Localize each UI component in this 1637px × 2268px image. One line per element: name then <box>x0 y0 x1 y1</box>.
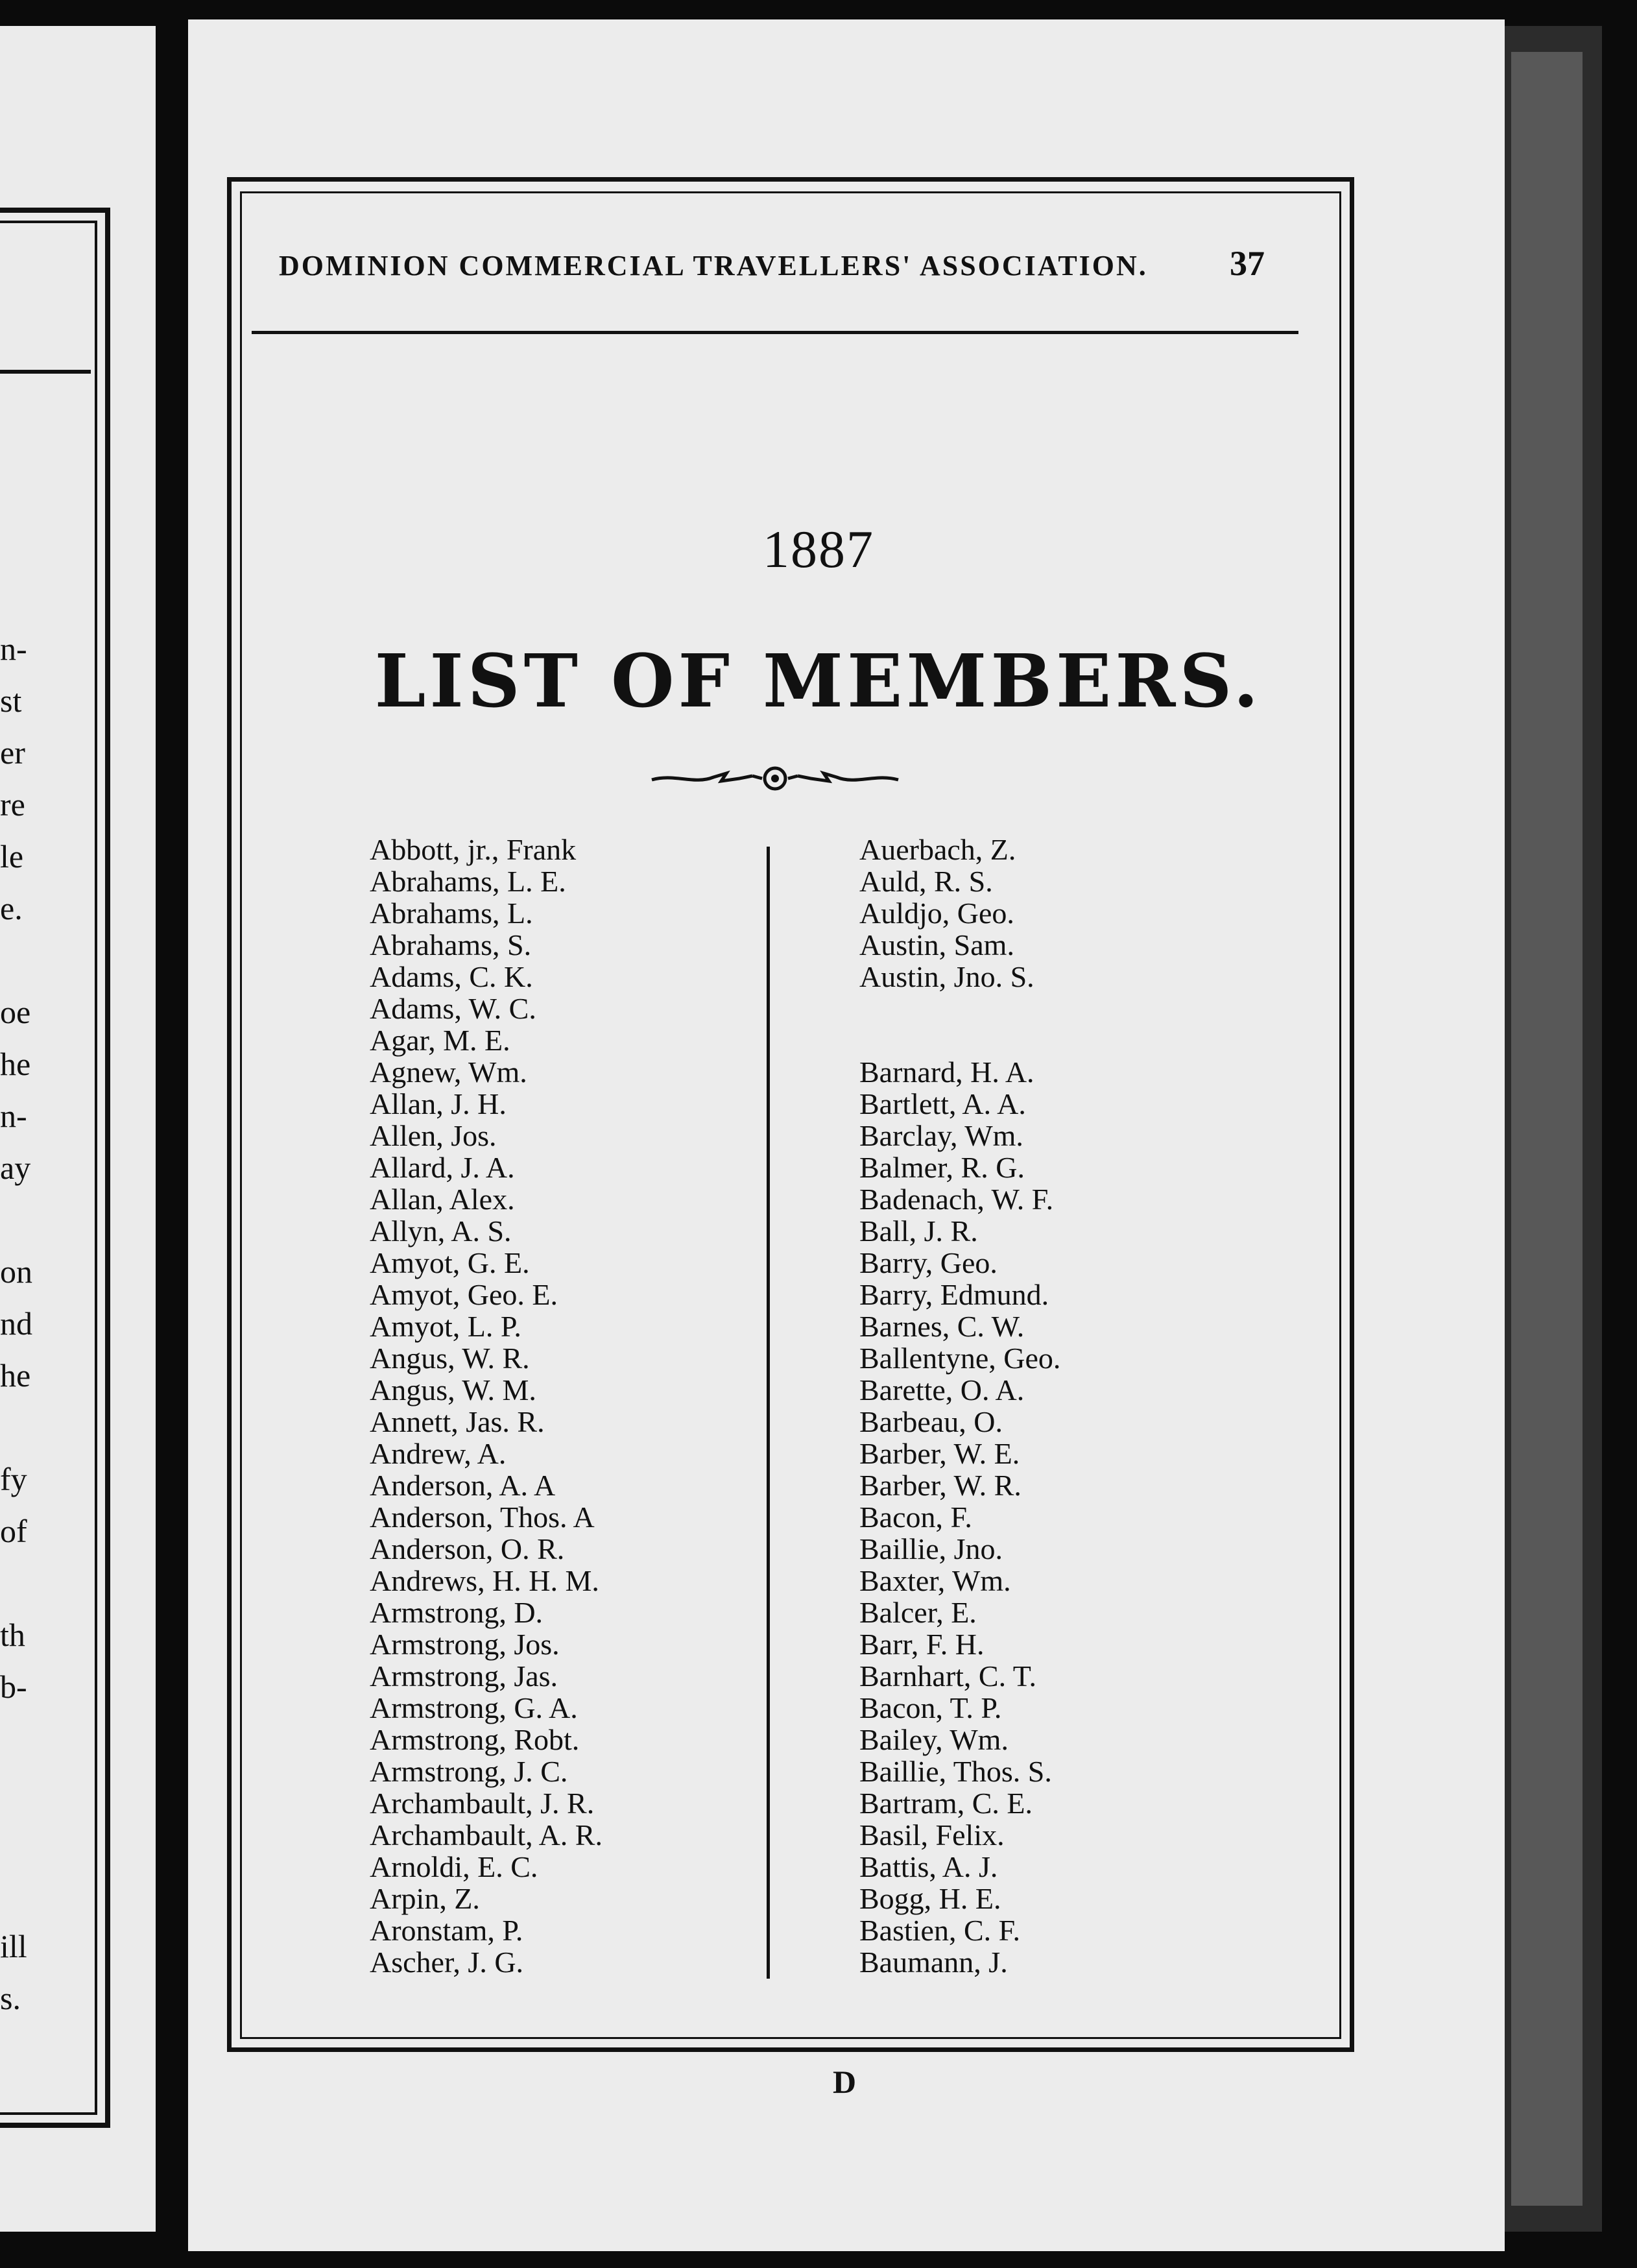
text-fragment: he <box>0 1046 31 1082</box>
member-entry: Barry, Edmund. <box>859 1278 1049 1311</box>
text-fragment: re <box>0 786 25 823</box>
member-entry: Agar, M. E. <box>370 1024 510 1057</box>
member-entry: Anderson, A. A <box>370 1469 556 1502</box>
member-entry: Barber, W. E. <box>859 1437 1020 1470</box>
list-title: LIST OF MEMBERS. <box>374 639 1263 724</box>
member-entry: Barnes, C. W. <box>859 1310 1025 1343</box>
member-entry: Barber, W. R. <box>859 1469 1022 1502</box>
text-fragment: e. <box>0 890 23 926</box>
member-entry: Armstrong, Jos. <box>370 1628 560 1661</box>
member-entry: Ascher, J. G. <box>370 1946 524 1979</box>
member-entry: Bastien, C. F. <box>859 1914 1021 1947</box>
text-fragment <box>0 1765 71 1816</box>
member-entry: Barnard, H. A. <box>859 1056 1034 1089</box>
header-rule <box>252 331 1298 334</box>
text-fragment: ill <box>0 1928 27 1964</box>
member-entry: Barette, O. A. <box>859 1373 1025 1406</box>
member-entry: Allen, Jos. <box>370 1119 497 1152</box>
members-right-column <box>859 834 1261 1978</box>
page-number: 37 <box>1230 244 1265 283</box>
flourish-ornament <box>649 759 902 798</box>
member-entry: Anderson, O. R. <box>370 1532 565 1565</box>
member-entry: Allan, Alex. <box>370 1183 515 1216</box>
member-entry: Armstrong, G. A. <box>370 1691 578 1724</box>
member-entry: Abbott, jr., Frank <box>370 833 577 866</box>
member-entry: Andrews, H. H. M. <box>370 1564 599 1597</box>
text-fragment: nd <box>0 1305 32 1342</box>
member-entry: Baumann, J. <box>859 1946 1008 1979</box>
member-entry: Bartlett, A. A. <box>859 1087 1026 1120</box>
text-fragment: of <box>0 1513 27 1549</box>
member-entry: Adams, W. C. <box>370 992 536 1025</box>
signature-letter: D <box>832 2064 857 2100</box>
members-left-column <box>370 834 733 1978</box>
member-entry: Basil, Felix. <box>859 1818 1005 1852</box>
member-entry: Abrahams, S. <box>370 928 532 961</box>
member-entry: Bartram, C. E. <box>859 1787 1033 1820</box>
member-entry: Anderson, Thos. A <box>370 1501 595 1534</box>
text-fragment: on <box>0 1253 32 1290</box>
member-entry: Annett, Jas. R. <box>370 1405 545 1438</box>
member-entry: Barry, Geo. <box>859 1246 998 1279</box>
text-fragment: he <box>0 1357 31 1393</box>
member-entry: Adams, C. K. <box>370 960 533 993</box>
running-head <box>279 243 1265 284</box>
member-entry: Bacon, T. P. <box>859 1691 1002 1724</box>
member-entry: Armstrong, Jas. <box>370 1659 558 1693</box>
running-title: DOMINION COMMERCIAL TRAVELLERS' ASSOCIATION. <box>279 250 1148 282</box>
column-divider <box>767 847 770 1979</box>
member-entry: Amyot, Geo. E. <box>370 1278 558 1311</box>
member-entry: Amyot, L. P. <box>370 1310 521 1343</box>
text-fragment <box>0 1401 71 1453</box>
member-entry: Bailey, Wm. <box>859 1723 1009 1756</box>
member-entry: Balcer, E. <box>859 1596 977 1629</box>
text-fragment: er <box>0 734 25 771</box>
text-fragment: th <box>0 1617 25 1653</box>
text-fragment <box>0 1868 71 1920</box>
member-entry: Agnew, Wm. <box>370 1056 527 1089</box>
member-entry: Allan, J. H. <box>370 1087 507 1120</box>
left-facing-page <box>0 26 156 2232</box>
member-entry: Baxter, Wm. <box>859 1564 1011 1597</box>
member-entry: Austin, Jno. S. <box>859 960 1034 993</box>
member-entry: Badenach, W. F. <box>859 1183 1054 1216</box>
member-entry: Arnoldi, E. C. <box>370 1850 538 1883</box>
text-fragment: s. <box>0 1980 21 2016</box>
member-entry: Bogg, H. E. <box>859 1882 1001 1915</box>
member-entry: Amyot, G. E. <box>370 1246 530 1279</box>
text-fragment: ay <box>0 1150 31 1186</box>
member-entry: Aronstam, P. <box>370 1914 523 1947</box>
text-fragment <box>0 1557 71 1609</box>
text-fragment: fy <box>0 1461 27 1497</box>
text-fragment: b- <box>0 1669 27 1705</box>
member-entry: Barclay, Wm. <box>859 1119 1023 1152</box>
text-fragment <box>0 934 71 986</box>
member-entry: Ball, J. R. <box>859 1214 978 1248</box>
text-fragment <box>0 1713 71 1765</box>
member-entry: Allard, J. A. <box>370 1151 515 1184</box>
member-entry: Barnhart, C. T. <box>859 1659 1036 1693</box>
book-edge-inner <box>1511 52 1583 2206</box>
member-entry: Auldjo, Geo. <box>859 897 1014 930</box>
member-entry: Armstrong, D. <box>370 1596 544 1629</box>
member-entry: Armstrong, Robt. <box>370 1723 580 1756</box>
member-entry: Abrahams, L. E. <box>370 865 566 898</box>
member-entry: Bacon, F. <box>859 1501 972 1534</box>
signature-mark <box>0 2063 1637 2101</box>
member-entry: Abrahams, L. <box>370 897 533 930</box>
text-fragment <box>0 1194 71 1246</box>
member-entry: Auerbach, Z. <box>859 833 1016 866</box>
text-fragment: le <box>0 838 24 875</box>
member-entry: Austin, Sam. <box>859 928 1014 961</box>
member-entry: Archambault, A. R. <box>370 1818 603 1852</box>
text-fragment: n- <box>0 1098 27 1134</box>
left-page-text-fragments <box>0 623 71 2024</box>
member-entry: Arpin, Z. <box>370 1882 480 1915</box>
member-entry: Baillie, Thos. S. <box>859 1755 1052 1788</box>
member-entry: Ballentyne, Geo. <box>859 1342 1061 1375</box>
member-entry: Allyn, A. S. <box>370 1214 512 1248</box>
left-page-rule <box>0 370 91 374</box>
member-entry: Andrew, A. <box>370 1437 507 1470</box>
section-gap <box>859 993 1261 1056</box>
member-entry: Barbeau, O. <box>859 1405 1003 1438</box>
member-entry: Barr, F. H. <box>859 1628 985 1661</box>
member-entry: Balmer, R. G. <box>859 1151 1025 1184</box>
member-entry: Armstrong, J. C. <box>370 1755 568 1788</box>
member-entry: Angus, W. R. <box>370 1342 530 1375</box>
text-fragment: n- <box>0 631 27 667</box>
member-entry: Battis, A. J. <box>859 1850 998 1883</box>
member-entry: Angus, W. M. <box>370 1373 536 1406</box>
member-entry: Archambault, J. R. <box>370 1787 595 1820</box>
text-fragment: st <box>0 682 22 719</box>
text-fragment <box>0 1816 71 1868</box>
member-entry: Auld, R. S. <box>859 865 993 898</box>
text-fragment: oe <box>0 994 31 1030</box>
year-heading: 1887 <box>763 520 874 579</box>
member-entry: Baillie, Jno. <box>859 1532 1003 1565</box>
